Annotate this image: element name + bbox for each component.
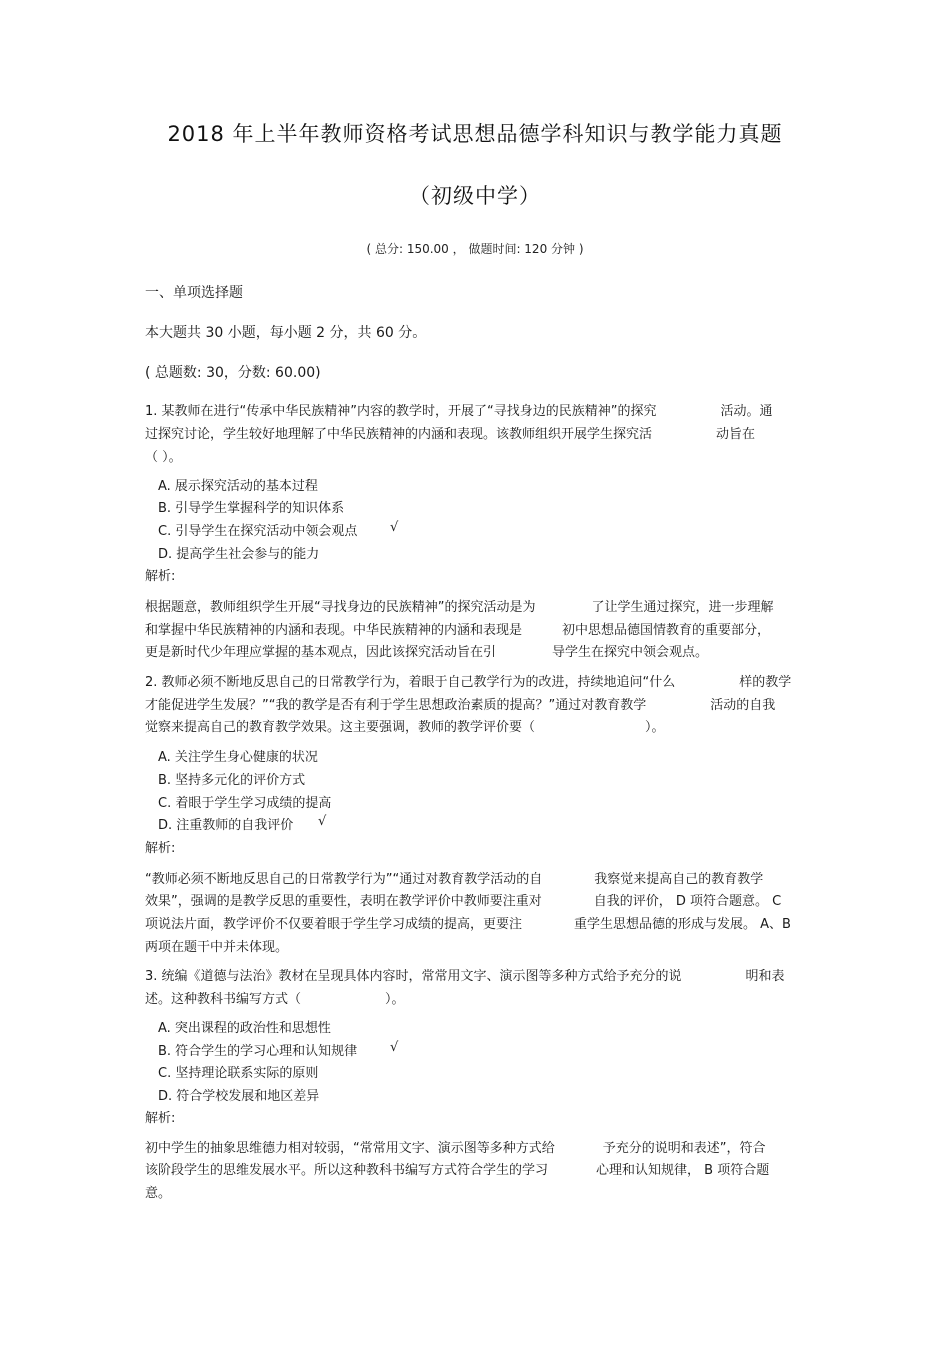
question-stem-line: 才能促进学生发展？”“我的教学是否有利于学生思想政治素质的提高？”通过对教育教学 活动的自我 xyxy=(145,698,776,713)
section-heading: 一、单项选择题 xyxy=(145,285,243,301)
question-stem-line: 过探究讨论，学生较好地理解了中华民族精神的内涵和表现。该教师组织开展学生探究活 动旨在 xyxy=(145,427,756,442)
correct-answer-mark: √ xyxy=(390,1040,399,1055)
document-title: 2018 年上半年教师资格考试思想品德学科知识与教学能力真题 xyxy=(167,122,783,146)
analysis-line: 意。 xyxy=(145,1186,172,1201)
question-stem-line: 1. 某教师在进行“传承中华民族精神”内容的教学时，开展了“寻找身边的民族精神”的探究 活动。通 xyxy=(145,404,773,419)
option-a: A. 展示探究活动的基本过程 xyxy=(158,479,318,494)
analysis-line: 根据题意，教师组织学生开展“寻找身边的民族精神”的探究活动是为 了让学生通过探究，进一步理解 xyxy=(145,600,774,615)
option-c: C. 坚持理论联系实际的原则 xyxy=(158,1066,319,1081)
option-b: B. 引导学生掌握科学的知识体系 xyxy=(158,501,345,516)
analysis-line: 初中学生的抽象思维德力相对较弱，“常常用文字、演示图等多种方式给 予充分的说明和表述”，符合 xyxy=(145,1141,766,1156)
analysis-line: “教师必须不断地反思自己的日常教学行为”“通过对教育教学活动的自 我察觉来提高自己的教育教学 xyxy=(145,872,764,887)
analysis-line: 该阶段学生的思维发展水平。所以这种教科书编写方式符合学生的学习 心理和认知规律， B 项符合题 xyxy=(145,1163,770,1178)
option-b: B. 符合学生的学习心理和认知规律 xyxy=(158,1044,358,1059)
analysis-label: 解析: xyxy=(145,569,176,584)
document-subtitle: （初级中学） xyxy=(409,184,541,208)
option-d: D. 提高学生社会参与的能力 xyxy=(158,547,320,562)
option-a: A. 关注学生身心健康的状况 xyxy=(158,750,318,765)
option-d: D. 注重教师的自我评价 xyxy=(158,818,294,833)
option-c: C. 引导学生在探究活动中领会观点 xyxy=(158,524,358,539)
analysis-line: 两项在题干中并未体现。 xyxy=(145,940,289,955)
question-stem-line: 2. 教师必须不断地反思自己的日常教学行为，着眼于自己教学行为的改进，持续地追问“什么 样的教学 xyxy=(145,675,792,690)
analysis-label: 解析: xyxy=(145,841,176,856)
option-c: C. 着眼于学生学习成绩的提高 xyxy=(158,796,332,811)
correct-answer-mark: √ xyxy=(390,520,399,535)
analysis-line: 效果”，强调的是教学反思的重要性，表明在教学评价中教师要注重对 自我的评价， D 项符合题意。 C xyxy=(145,894,782,909)
section-summary: ( 总题数: 30，分数: 60.00) xyxy=(145,365,321,381)
correct-answer-mark: √ xyxy=(318,814,327,829)
question-stem-line: （ ）。 xyxy=(145,450,182,465)
section-description: 本大题共 30 小题，每小题 2 分，共 60 分。 xyxy=(145,325,427,341)
analysis-line: 项说法片面，教学评价不仅要着眼于学生学习成绩的提高，更要注 重学生思想品德的形成与发展。 A、B xyxy=(145,917,791,932)
analysis-label: 解析: xyxy=(145,1111,176,1126)
question-stem-line: 3. 统编《道德与法治》教材在呈现具体内容时，常常用文字、演示图等多种方式给予充分的说 明和表 xyxy=(145,969,785,984)
analysis-line: 更是新时代少年理应掌握的基本观点，因此该探究活动旨在引 导学生在探究中领会观点。 xyxy=(145,645,709,660)
question-stem-line: 述。这种教科书编写方式（ ）。 xyxy=(145,992,405,1007)
analysis-line: 和掌握中华民族精神的内涵和表现。中华民族精神的内涵和表现是 初中思想品德国情教育的重要部分， xyxy=(145,623,771,638)
option-a: A. 突出课程的政治性和思想性 xyxy=(158,1021,331,1036)
question-stem-line: 觉察来提高自己的教育教学效果。这主要强调，教师的教学评价要（ ）。 xyxy=(145,720,665,735)
option-d: D. 符合学校发展和地区差异 xyxy=(158,1089,320,1104)
exam-meta: ( 总分: 150.00 ， 做题时间: 120 分钟 ) xyxy=(366,242,584,256)
option-b: B. 坚持多元化的评价方式 xyxy=(158,773,306,788)
